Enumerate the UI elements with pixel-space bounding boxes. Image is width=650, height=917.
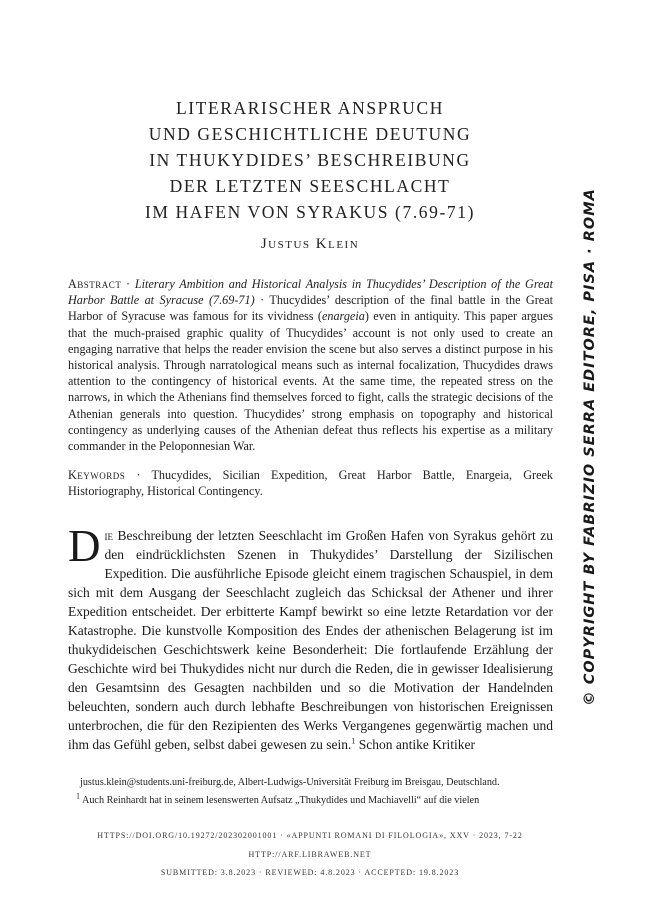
title-line: UND GESCHICHTLICHE DEUTUNG — [148, 124, 472, 144]
body-text-1: Beschreibung der letzten Seeschlacht im Großen Hafen von Syrakus gehört zu den eindrücklichsten Szenen in Thukydides’ Darstellung der Sizilischen Expedition. Die ausführliche Episode gleicht einem tragischen Schauspiel, in dem sich mit dem Ausgang der Seeschlacht zugleich das Schicksal der Athener und ihrer Expedition entscheidet. Der erbitterte Kampf bewirkt so eine letzte Retardation vor der Katastrophe. Die kunstvolle Komposition des Endes der athenischen Belagerung ist im thukydideischen Geschichtswerk keine Besonderheit: Die fortlaufende Erzählung der Geschichte wird bei Thukydides nicht nur durch die Reden, die in gewisser Idealisierung den Gesamtsinn des Gesagten nachbilden und so die Motivation der Handelnden beleuchten, sondern auch durch lebhafte Beschreibungen von historischen Ereignissen unterbrochen, die für den Rezipienten des Werks Vergangenes gegenwärtig machen und ihm das Gefühl geben, selbst dabei gewesen zu sein. — [68, 528, 553, 752]
drop-cap: D — [68, 521, 101, 571]
footer-url-line: HTTP://ARF.LIBRAWEB.NET — [248, 850, 372, 859]
copyright-text: © COPYRIGHT BY FABRIZIO SERRA EDITORE, PISA · ROMA — [582, 188, 598, 706]
footnote-reference: 1 — [351, 736, 356, 746]
abstract-term: enargeia — [321, 309, 365, 324]
body-text-2: Schon antike Kritiker — [355, 737, 476, 752]
title-line: IM HAFEN VON SYRAKUS (7.69-71) — [144, 202, 476, 222]
footer-dates-line: SUBMITTED: 3.8.2023 · REVIEWED: 4.8.2023 · ACCEPTED: 19.8.2023 — [160, 868, 460, 877]
footer-doi-line: HTTPS://DOI.ORG/10.19272/202302001001 · «APPUNTI ROMANI DI FILOLOGIA», XXV · 2023, 7-22 — [97, 831, 523, 840]
keywords-label: Keywords — [68, 468, 126, 482]
abstract-separator: · — [121, 277, 135, 291]
footnote-1-marker: 1 — [76, 791, 80, 801]
abstract-english-title: Literary Ambition and Historical Analysis in Thucydides’ Description of the Great Harbor Battle at Syracuse (7.69-71) — [68, 277, 553, 308]
title-line: IN THUKYDIDES’ BESCHREIBUNG — [149, 150, 471, 170]
footnote-1-text: Auch Reinhardt hat in seinem lesenswerten Aufsatz „Thukydides und Machiavelli“ auf die vielen — [81, 794, 480, 806]
title-line: LITERARISCHER ANSPRUCH — [175, 98, 445, 118]
author-name: Justus Klein — [260, 236, 360, 252]
footnote-1 — [68, 791, 553, 808]
article-title — [60, 95, 560, 225]
body-paragraph — [68, 521, 553, 754]
abstract-text-2: ) even in antiquity. This paper argues that the much-praised graphic quality of Thucydides’ account is not only used to create an engaging narrative that helps the reader envision the scene but also serves a distinct purpose in his historical analysis. Through narratological means such as internal focalization, Thucydides draws attention to the contingency of historical events. At the same time, the repeated stress on the narrows, in which the Athenians find themselves forced to fight, calls the strategic decisions of the Athenian generals into question. Thucydides’ strong emphasis on topography and historical contingency as underlying causes of the Athenian defeat thus reflects his expertise as a military commander in the Peloponnesian War. — [68, 309, 553, 454]
keywords — [68, 467, 553, 499]
title-line: DER LETZTEN SEESCHLACHT — [169, 176, 451, 196]
author-affiliation-note: justus.klein@students.uni-freiburg.de, Albert-Ludwigs-Universität Freiburg im Breisgau, Deutschland. — [80, 777, 500, 788]
abstract-text-1: · Thucydides’ description of the final battle in the Great Harbor of Syracuse was famous for its vividness ( — [68, 293, 554, 324]
footnotes — [68, 776, 553, 807]
first-word-rest: ie — [104, 528, 113, 543]
abstract-label: Abstract — [68, 277, 122, 291]
abstract — [68, 276, 553, 454]
keywords-text: · Thucydides, Sicilian Expedition, Great Harbor Battle, Enargeia, Greek Historiography, Historical Contingency. — [68, 468, 553, 499]
copyright-sidebar — [570, 188, 610, 706]
